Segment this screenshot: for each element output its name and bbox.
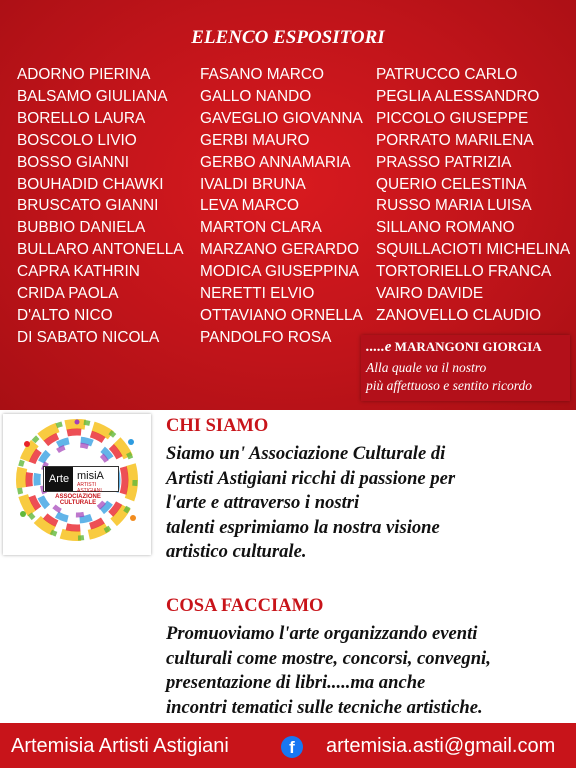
footer-bar (0, 723, 576, 768)
exhibitor-name: DI SABATO NICOLA (17, 328, 160, 346)
exhibitor-name: TORTORIELLO FRANCA (376, 263, 552, 281)
about-text: Siamo un' Associazione Culturale di (166, 443, 446, 464)
facebook-icon[interactable]: f (281, 736, 303, 758)
memorial-prefix: .....e (366, 339, 392, 355)
memorial-box (361, 335, 570, 401)
exhibitor-list-2 (200, 64, 363, 349)
exhibitor-name: VAIRO DAVIDE (376, 285, 484, 303)
about-text: l'arte e attraverso i nostri (166, 492, 360, 513)
activities-text: culturali come mostre, concorsi, convegni, (166, 647, 491, 669)
exhibitor-name: MARZANO GERARDO (200, 241, 360, 259)
activities-text: Promuoviamo l'arte organizzando eventi (166, 623, 478, 644)
about-text: Artisti Astigiani ricchi di passione per (166, 467, 456, 489)
exhibitor-list-1 (17, 64, 184, 349)
footer-association-name: Artemisia Artisti Astigiani (11, 735, 229, 757)
activities-text: presentazione di libri.....ma anche (166, 672, 426, 693)
exhibitor-name: PICCOLO GIUSEPPE (376, 109, 529, 127)
exhibitor-name: BULLARO ANTONELLA (17, 241, 184, 259)
exhibitor-name: PANDOLFO ROSA (200, 328, 332, 346)
exhibitor-name: RUSSO MARIA LUISA (376, 197, 532, 215)
exhibitor-name: BUBBIO DANIELA (17, 219, 146, 237)
exhibitor-name: QUERIO CELESTINA (376, 175, 527, 193)
exhibitor-name: BORELLO LAURA (17, 109, 146, 127)
artemisia-logo (3, 414, 151, 555)
exhibitor-name: GAVEGLIO GIOVANNA (200, 109, 363, 127)
about-text: artistico culturale. (166, 541, 307, 562)
activities-heading: COSA FACCIAMO (166, 596, 324, 616)
about-heading: CHI SIAMO (166, 416, 269, 436)
exhibitor-name: CAPRA KATHRIN (17, 263, 140, 281)
activities-text: incontri tematici sulle tecniche artistiche. (166, 696, 483, 718)
exhibitor-name: GERBI MAURO (200, 131, 310, 149)
exhibitor-name: OTTAVIANO ORNELLA (200, 306, 363, 324)
logo-wordmark: Arte misiA ARTISTI ASTIGIANI (43, 466, 119, 492)
exhibitor-name: PORRATO MARILENA (376, 131, 534, 149)
exhibitor-name: LEVA MARCO (200, 197, 299, 215)
exhibitor-name: BRUSCATO GIANNI (17, 197, 159, 215)
exhibitor-name: IVALDI BRUNA (200, 175, 306, 193)
memorial-text: Alla quale va il nostro (366, 360, 487, 375)
exhibitor-name: GALLO NANDO (200, 87, 312, 105)
exhibitor-name: BOUHADID CHAWKI (17, 175, 164, 193)
exhibitor-name: CRIDA PAOLA (17, 285, 119, 303)
exhibitor-name: ADORNO PIERINA (17, 66, 151, 83)
exhibitor-name: SILLANO ROMANO (376, 219, 515, 237)
exhibitor-name: BOSCOLO LIVIO (17, 131, 137, 149)
exhibitor-name: PRASSO PATRIZIA (376, 153, 512, 171)
logo-subtitle: ASSOCIAZIONE CULTURALE (55, 494, 101, 506)
exhibitor-name: PEGLIA ALESSANDRO (376, 87, 540, 105)
exhibitor-name: MODICA GIUSEPPINA (200, 263, 360, 281)
exhibitor-name: BOSSO GIANNI (17, 153, 130, 171)
exhibitor-name: D'ALTO NICO (17, 306, 113, 324)
exhibitor-name: GERBO ANNAMARIA (200, 153, 351, 171)
exhibitor-name: NERETTI ELVIO (200, 285, 315, 303)
memorial-text: più affettuoso e sentito ricordo (366, 378, 532, 393)
page-title: ELENCO ESPOSITORI (191, 27, 385, 48)
footer-email[interactable]: artemisia.asti@gmail.com (326, 735, 556, 757)
memorial-name: MARANGONI GIORGIA (394, 339, 542, 354)
exhibitor-name: ZANOVELLO CLAUDIO (376, 306, 542, 324)
exhibitor-name: PATRUCCO CARLO (376, 66, 518, 83)
exhibitor-name: SQUILLACIOTI MICHELINA (376, 241, 571, 259)
exhibitor-list-3 (376, 64, 570, 327)
about-text: talenti esprimiamo la nostra visione (166, 516, 440, 538)
exhibitor-name: MARTON CLARA (200, 219, 322, 237)
exhibitor-name: BALSAMO GIULIANA (17, 87, 168, 105)
exhibitor-name: FASANO MARCO (200, 66, 324, 83)
